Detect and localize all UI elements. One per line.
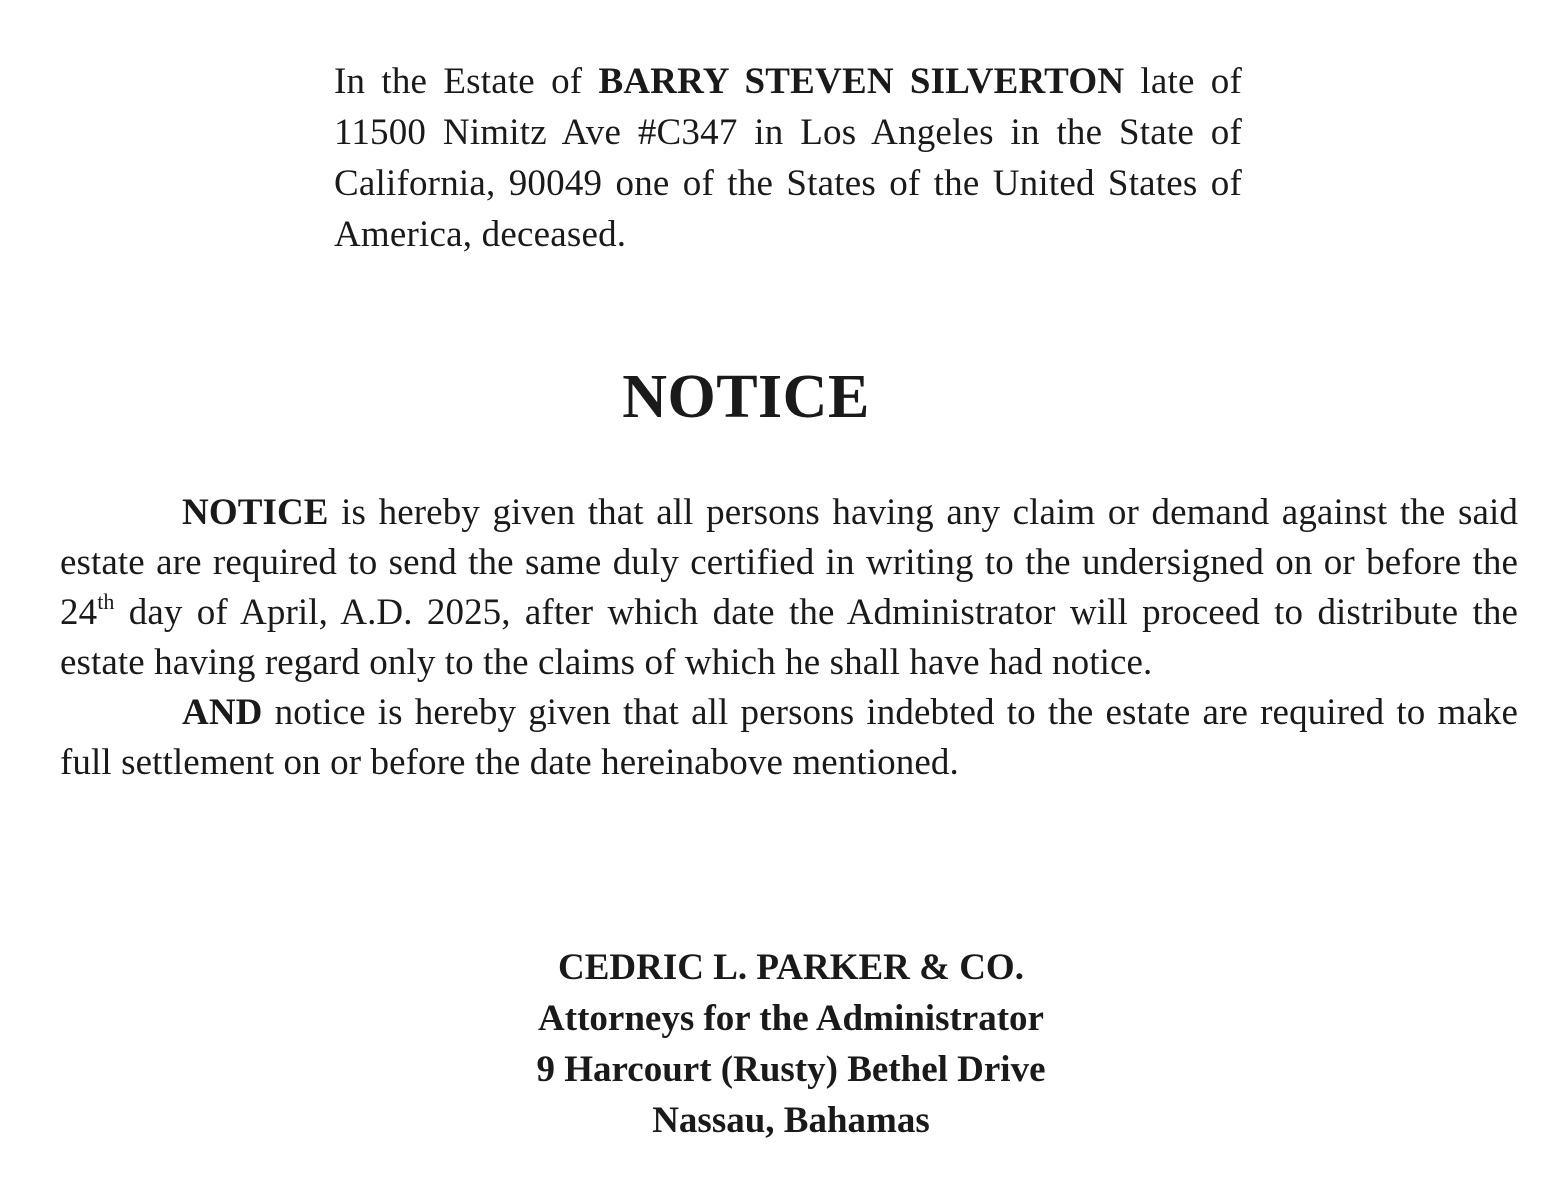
paragraph-text: is hereby given that all persons having any claim or demand against the said estate are required to send the same duly certified in writing to the undersigned on or before the 24 — [60, 492, 1518, 633]
firm-role: Attorneys for the Administrator — [538, 998, 1044, 1039]
paragraph-text: day of April, A.D. 2025, after which date the Administrator will proceed to distribute the estate having regard only to the claims of which he shall have had notice. — [60, 592, 1518, 683]
signature-block — [0, 942, 1557, 1146]
notice-body — [60, 488, 1518, 788]
deceased-name: BARRY STEVEN SILVERTON — [598, 61, 1125, 102]
paragraph-lead-and: AND — [182, 692, 263, 733]
notice-paragraph-claims — [60, 488, 1518, 688]
estate-header — [334, 56, 1242, 260]
estate-prefix: In the Estate of — [334, 61, 599, 102]
paragraph-text: notice is hereby given that all persons indebted to the estate are required to make full settlement on or before the date hereinabove mentioned. — [60, 692, 1518, 783]
firm-city: Nassau, Bahamas — [652, 1100, 930, 1141]
firm-address: 9 Harcourt (Rusty) Bethel Drive — [536, 1049, 1046, 1090]
paragraph-lead-notice: NOTICE — [182, 492, 329, 533]
notice-paragraph-debts — [60, 688, 1518, 788]
firm-name: CEDRIC L. PARKER & CO. — [558, 947, 1024, 988]
estate-details: late of 11500 Nimitz Ave #C347 in Los Angeles in the State of California, 90049 one of the States of the United States of America, deceased. — [334, 61, 1243, 255]
ordinal-suffix: th — [97, 589, 115, 614]
notice-heading: NOTICE — [622, 363, 870, 431]
